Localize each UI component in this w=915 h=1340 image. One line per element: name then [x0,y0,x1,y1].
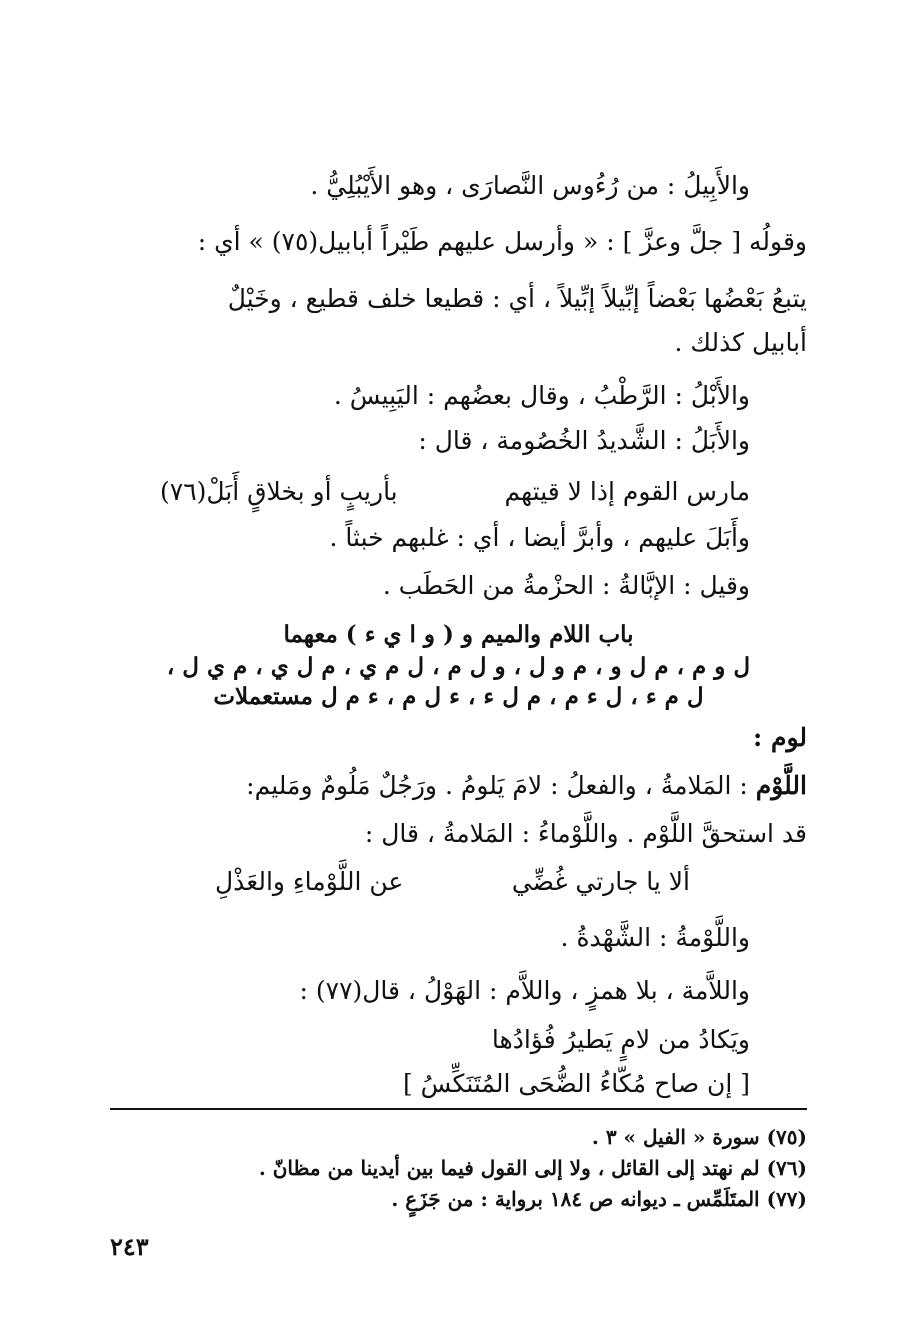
root-list: ل م ء ، ل ء م ، م ل ء ، ء ل م ، ء م ل مستعملات [213,683,704,710]
text-line: والأَبْلُ : الرَّطْبُ ، وقال بعضُهم : اليَبِيسُ . [333,381,750,410]
text-line: وقيل : الإبَّالةُ : الحزْمةُ من الحَطَب . [382,571,750,600]
entry-heading: لوم : [753,723,807,752]
verse-line: [ إن صاح مُكّاءُ الضُّحَى المُتَنَكِّسُ ] [402,1069,750,1098]
text-span: : المَلامةُ ، والفعلُ : لامَ يَلومُ . ورَجُلٌ مَلُومٌ ومَليم: [246,771,756,800]
verse-hemistich-right: ألا يا جارتي غُضِّي [511,867,690,896]
footnote: (٧٥) سورة « الفيل » ٣ . [591,1125,807,1149]
verse-hemistich-left: عن اللَّوْماءِ والعَذْلِ [215,867,404,896]
footnote: (٧٦) لم نهتد إلى القائل ، ولا إلى القول فيما بين أيدينا من مظانّ . [258,1156,807,1180]
text-line: قد استحقَّ اللَّوْم . واللَّوْماءُ : المَلامةُ ، قال : [364,819,807,848]
footnote-divider [110,1108,807,1110]
text-line: أبابيل كذلك . [674,328,807,357]
verse-hemistich-right: مارس القوم إذا لا قيتهم [504,477,750,506]
text-line: وأَبَلَ عليهم ، وأبرَّ أيضا ، أي : غلبهم خبثاً . [329,523,750,552]
verse-hemistich-left: بأريبٍ أو بخلاقٍ أَبَلْ(٧٦) [160,477,398,506]
headword: اللَّوْم [755,771,807,800]
footnote: (٧٧) المتَلَمِّس ـ ديوانه ص ١٨٤ برواية : من جَزَعٍ . [391,1187,807,1211]
root-list: ل و م ، م ل و ، م و ل ، و ل م ، ل م ي ، م ل ي ، م ي ل ، [166,653,751,680]
text-line: واللاَّمة ، بلا همزٍ ، واللاَّم : الهَوْلُ ، قال(٧٧) : [299,976,750,1005]
page-number: ٢٤٣ [110,1232,149,1261]
text-line: والأَبَلُ : الشَّديدُ الخُصُومة ، قال : [418,426,750,455]
text-line [246,770,807,802]
text-line: واللَّوْمةُ : الشَّهْدةُ . [560,923,750,952]
verse-line: ويَكادُ من لامٍ يَطيرُ فُؤادُها [491,1025,750,1054]
text-line: والأَبِيلُ : من رُءُوس النَّصارَى ، وهو الأَيْبُلِيُّ . [310,171,750,200]
text-line: وقولُه [ جلَّ وعزَّ ] : « وأرسل عليهم طَيْراً أبابيل(٧٥) » أي : [197,227,807,256]
section-title: باب اللام والميم و ( و ا ي ء ) معهما [283,621,634,648]
text-line: يتبعُ بَعْضُها بَعْضاً إبِّيلاً إبِّيلاً ، أي : قطيعا خلف قطيع ، وخَيْلٌ [227,284,807,313]
